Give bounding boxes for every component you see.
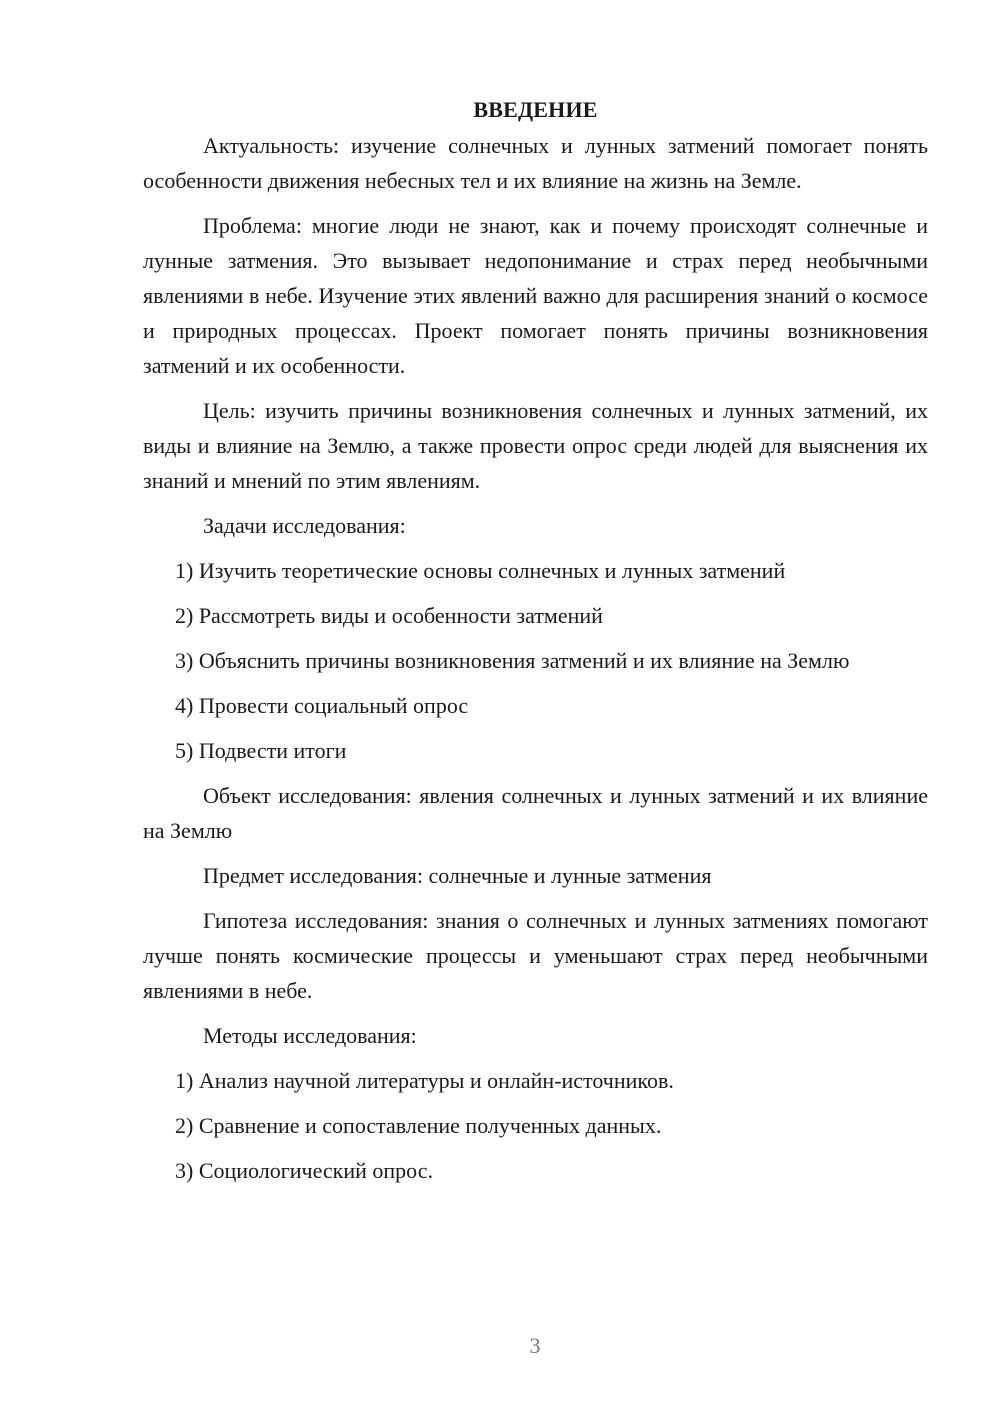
- paragraph: Цель: изучить причины возникновения солнечных и лунных затмений, их виды и влияние на Землю, а также провести опрос среди людей для выяснения их знаний и мнений по этим явлениям.: [143, 398, 928, 493]
- list-item: 2) Рассмотреть виды и особенности затмений: [175, 603, 603, 628]
- list-item: 2) Сравнение и сопоставление полученных данных.: [175, 1113, 662, 1138]
- list-item: 1) Анализ научной литературы и онлайн-источников.: [175, 1068, 674, 1093]
- paragraph: Задачи исследования:: [203, 513, 406, 538]
- list-item: 3) Социологический опрос.: [175, 1158, 433, 1183]
- document-body: [143, 128, 928, 1188]
- document-page: [143, 92, 928, 1198]
- paragraph: Объект исследования: явления солнечных и лунных затмений и их влияние на Землю: [143, 783, 928, 843]
- paragraph: Гипотеза исследования: знания о солнечных и лунных затмениях помогают лучше понять космические процессы и уменьшают страх перед необычными явлениями в небе.: [143, 908, 928, 1003]
- paragraph: Проблема: многие люди не знают, как и почему происходят солнечные и лунные затмения. Это вызывает недопонимание и страх перед необычными явлениями в небе. Изучение этих явлений важно для расширения знаний о космосе и природных процессах. Проект помогает понять причины возникновения затмений и их особенности.: [143, 213, 928, 378]
- list-item: 4) Провести социальный опрос: [175, 693, 469, 718]
- paragraph: Методы исследования:: [203, 1023, 417, 1048]
- list-item: 1) Изучить теоретические основы солнечных и лунных затмений: [175, 558, 786, 583]
- list-item: 5) Подвести итоги: [175, 738, 347, 763]
- page-number: 3: [529, 1333, 541, 1358]
- paragraph: Предмет исследования: солнечные и лунные затмения: [203, 863, 712, 888]
- section-title: ВВЕДЕНИЕ: [473, 97, 598, 122]
- paragraph: Актуальность: изучение солнечных и лунных затмений помогает понять особенности движения небесных тел и их влияние на жизнь на Земле.: [143, 133, 928, 193]
- list-item: 3) Объяснить причины возникновения затмений и их влияние на Землю: [175, 648, 850, 673]
